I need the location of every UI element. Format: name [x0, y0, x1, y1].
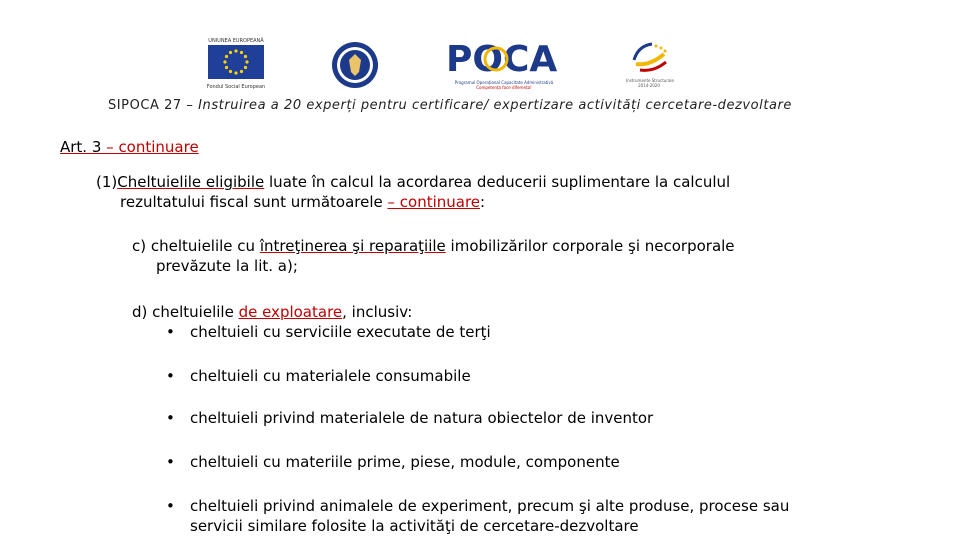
item-c-text: imobilizărilor corporale şi necorporale: [445, 237, 735, 255]
paragraph-1-number: (1): [96, 173, 118, 191]
bullet-mark: •: [166, 453, 175, 471]
paragraph-1-term: Cheltuielile eligibile: [117, 173, 265, 191]
structural-instruments-years: 2014-2020: [638, 83, 660, 88]
poca-wordmark: POCA: [446, 40, 558, 76]
bullet-text: cheltuieli cu materialele consumabile: [190, 367, 471, 385]
paragraph-1: [96, 172, 856, 212]
bullet-mark: •: [166, 367, 175, 385]
article-heading: [60, 138, 199, 156]
article-continued: – continuare: [106, 138, 199, 156]
slide-header: [108, 98, 792, 113]
item-d: [132, 302, 872, 322]
paragraph-1-text: luate în calcul la acordarea deducerii suplimentare la calculul: [264, 173, 731, 191]
item-c-term: întreţinerea şi reparaţiile: [259, 237, 446, 255]
paragraph-1-continued: – continuare: [387, 193, 481, 211]
article-label: Art. 3: [60, 138, 107, 156]
header-title: Instruirea a 20 experți pentru certificare/ expertizare activități cercetare-dezvoltare: [198, 98, 792, 113]
bullet-text: cheltuieli cu materiile prime, piese, module, componente: [190, 453, 620, 471]
item-c-prefix: c) cheltuielile cu: [132, 237, 260, 255]
government-seal: [330, 40, 380, 90]
list-item: [166, 322, 886, 342]
bullet-text: cheltuieli cu serviciile executate de terţi: [190, 323, 491, 341]
item-c-line2: prevăzute la lit. a);: [156, 257, 298, 275]
poca-wordmark-icon: [444, 40, 564, 76]
item-d-text: , inclusiv:: [342, 303, 413, 321]
paragraph-1-colon: :: [480, 193, 486, 211]
bullet-mark: •: [166, 409, 175, 427]
bullet-mark: •: [166, 497, 175, 515]
item-d-term: de exploatare: [238, 303, 343, 321]
item-c: [132, 236, 872, 276]
paragraph-1-line2: rezultatului fiscal sunt următoarele: [120, 193, 388, 211]
government-seal-icon: [330, 40, 380, 90]
structural-instruments-logo: [626, 40, 672, 92]
eu-flag-icon: [206, 44, 266, 80]
list-item: [166, 452, 886, 472]
bullet-text: cheltuieli privind materialele de natura obiectelor de inventor: [190, 409, 654, 427]
bullet-text: cheltuieli privind animalele de experiment, precum şi alte produse, procese sau: [190, 497, 790, 515]
list-item: [166, 408, 886, 428]
poca-logo: [444, 40, 564, 92]
list-item: [166, 496, 886, 536]
header-prefix: SIPOCA 27 –: [108, 98, 199, 113]
eu-logo: [206, 38, 266, 88]
structural-instruments-text: Instrumente Structurale: [626, 78, 674, 83]
bullet-mark: •: [166, 323, 175, 341]
list-item: [166, 366, 886, 386]
poca-subtitle: Programul Operațional Capacitate Administrativă: [454, 80, 554, 85]
eu-logo-bottom-text: Fondul Social European: [206, 84, 266, 90]
structural-instruments-icon: [626, 40, 672, 74]
poca-tagline: Competența face diferența!: [476, 85, 532, 90]
item-d-prefix: d) cheltuielile: [132, 303, 239, 321]
bullet-text-line2: servicii similare folosite la activităţi de cercetare-dezvoltare: [190, 517, 639, 535]
eu-logo-top-text: UNIUNEA EUROPEANĂ: [208, 38, 264, 44]
